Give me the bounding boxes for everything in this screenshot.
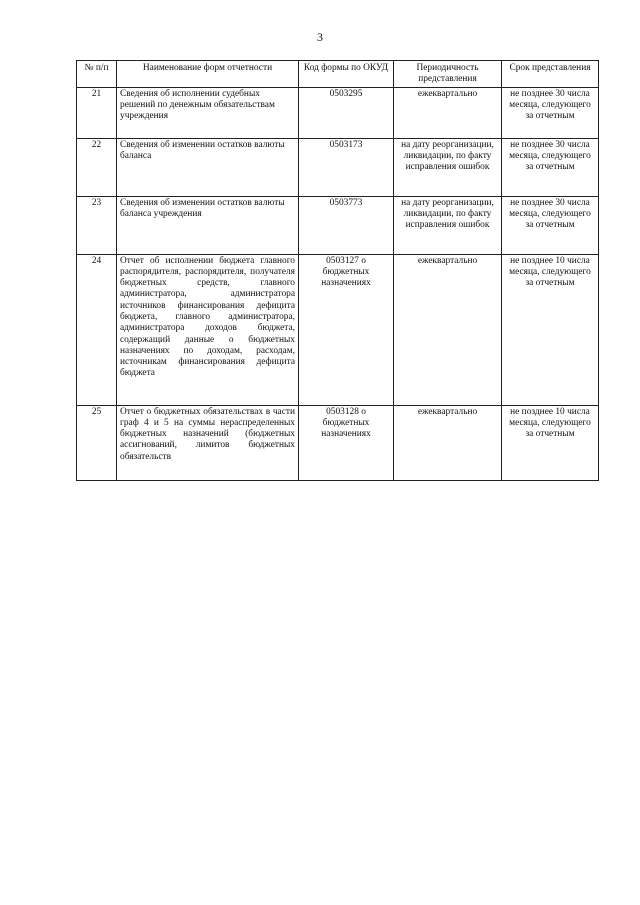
deadline: не позднее 30 числа месяца, следующего за отчетным [502, 87, 599, 138]
reporting-forms-table [76, 60, 599, 481]
form-name: Отчет о бюджетных обязательствах в части граф 4 и 5 на суммы нераспределенных бюджетных назначений (бюджетных ассигнований, лимитов бюджетных обязательств [117, 405, 299, 480]
table-row [77, 196, 599, 254]
header-name: Наименование форм отчетности [117, 61, 299, 88]
periodicity: ежеквартально [394, 254, 502, 405]
row-num: 24 [77, 254, 117, 405]
deadline: не позднее 30 числа месяца, следующего за отчетным [502, 196, 599, 254]
okud-code: 0503295 [299, 87, 394, 138]
page-number: 3 [317, 30, 323, 44]
table-row [77, 254, 599, 405]
deadline: не позднее 30 числа месяца, следующего за отчетным [502, 138, 599, 196]
form-name: Сведения об изменении остатков валюты баланса [117, 138, 299, 196]
periodicity: ежеквартально [394, 87, 502, 138]
header-code: Код формы по ОКУД [299, 61, 394, 88]
form-name: Отчет об исполнении бюджета главного распорядителя, распорядителя, получателя бюджетных средств, главного администратора, администратора источников финансирования дефицита бюджета, главного администратора, администратора доходов бюджета, содержащий данные о бюджетных назначениях по доходам, расходам, источникам финансирования дефицита бюджета [117, 254, 299, 405]
okud-code: 0503773 [299, 196, 394, 254]
okud-code: 0503128 о бюджетных назначениях [299, 405, 394, 480]
periodicity: на дату реорганизации, ликвидации, по факту исправления ошибок [394, 196, 502, 254]
row-num: 25 [77, 405, 117, 480]
deadline: не позднее 10 числа месяца, следующего за отчетным [502, 405, 599, 480]
header-term: Срок представления [502, 61, 599, 88]
row-num: 23 [77, 196, 117, 254]
table-row [77, 87, 599, 138]
okud-code: 0503127 о бюджетных назначениях [299, 254, 394, 405]
row-num: 22 [77, 138, 117, 196]
table-row [77, 138, 599, 196]
header-num: № п/п [77, 61, 117, 88]
periodicity: ежеквартально [394, 405, 502, 480]
form-name: Сведения об исполнении судебных решений по денежным обязательствам учреждения [117, 87, 299, 138]
periodicity: на дату реорганизации, ликвидации, по факту исправления ошибок [394, 138, 502, 196]
deadline: не позднее 10 числа месяца, следующего за отчетным [502, 254, 599, 405]
table-row [77, 405, 599, 480]
table-header-row [77, 61, 599, 88]
header-period: Периодичность представления [394, 61, 502, 88]
okud-code: 0503173 [299, 138, 394, 196]
form-name: Сведения об изменении остатков валюты баланса учреждения [117, 196, 299, 254]
row-num: 21 [77, 87, 117, 138]
